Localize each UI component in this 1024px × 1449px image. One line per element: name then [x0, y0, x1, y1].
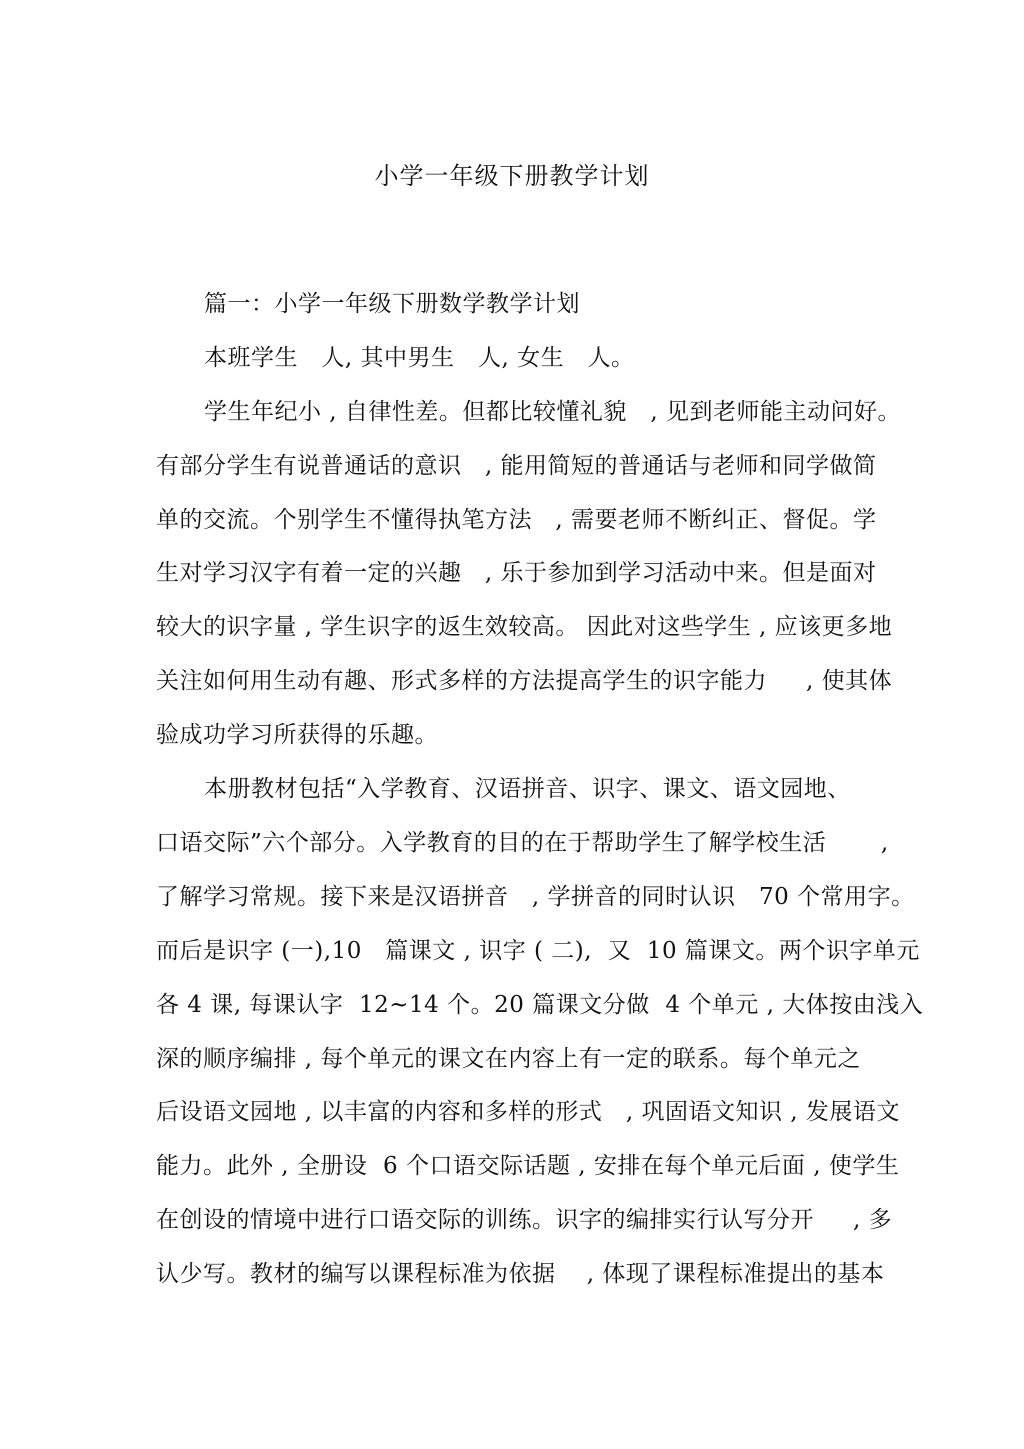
document-title: 小学一年级下册教学计划: [374, 162, 650, 190]
paragraph-line: 深的顺序编排 , 每个单元的课文在内容上有一定的联系。每个单元之: [156, 1046, 861, 1072]
paragraph-line: 关注如何用生动有趣、形式多样的方法提高学生的识字能力 , 使其体: [156, 668, 893, 694]
paragraph-line: 口语交际”六个部分。入学教育的目的在于帮助学生了解学校生活 ,: [156, 830, 889, 856]
paragraph-line: 本班学生 人, 其中男生 人, 女生 人。: [204, 345, 635, 371]
paragraph-line: 验成功学习所获得的乐趣。: [156, 722, 438, 748]
paragraph-line: 认少写。教材的编写以课程标准为依据 , 体现了课程标准提出的基本: [156, 1261, 885, 1287]
paragraph-line: 单的交流。个别学生不懂得执笔方法 , 需要老师不断纠正、督促。学: [156, 507, 877, 533]
paragraph-line: 学生年纪小 , 自律性差。但都比较懂礼貌 , 见到老师能主动问好。: [204, 399, 901, 425]
paragraph-line: 而后是识字 (一),10 篇课文 , 识字 ( 二), 又 10 篇课文。两个识字单元: [156, 938, 920, 964]
paragraph-line: 本册教材包括“入学教育、汉语拼音、识字、课文、语文园地、: [204, 776, 851, 802]
paragraph-line: 后设语文园地 , 以丰富的内容和多样的形式 , 巩固语文知识 , 发展语文: [156, 1099, 900, 1125]
paragraph-line: 了解学习常规。接下来是汉语拼音 , 学拼音的同时认识 70 个常用字。: [156, 884, 915, 910]
paragraph-line: 能力。此外 , 全册设 6 个口语交际话题 , 安排在每个单元后面 , 使学生: [156, 1153, 900, 1179]
paragraph-line: 有部分学生有说普通话的意识 , 能用简短的普通话与老师和同学做简: [156, 453, 877, 479]
paragraph-line: 生对学习汉字有着一定的兴趣 , 乐于参加到学习活动中来。但是面对: [156, 560, 877, 586]
section-heading: 篇一：小学一年级下册数学教学计划: [204, 291, 580, 317]
paragraph-line: 各 4 课, 每课认字 12~14 个。20 篇课文分做 4 个单元 , 大体按由浅入: [156, 992, 924, 1018]
paragraph-line: 较大的识字量 , 学生识字的返生效较高。 因此对这些学生 , 应该更多地: [156, 614, 893, 640]
paragraph-line: 在创设的情境中进行口语交际的训练。识字的编排实行认写分开 , 多: [156, 1207, 893, 1233]
